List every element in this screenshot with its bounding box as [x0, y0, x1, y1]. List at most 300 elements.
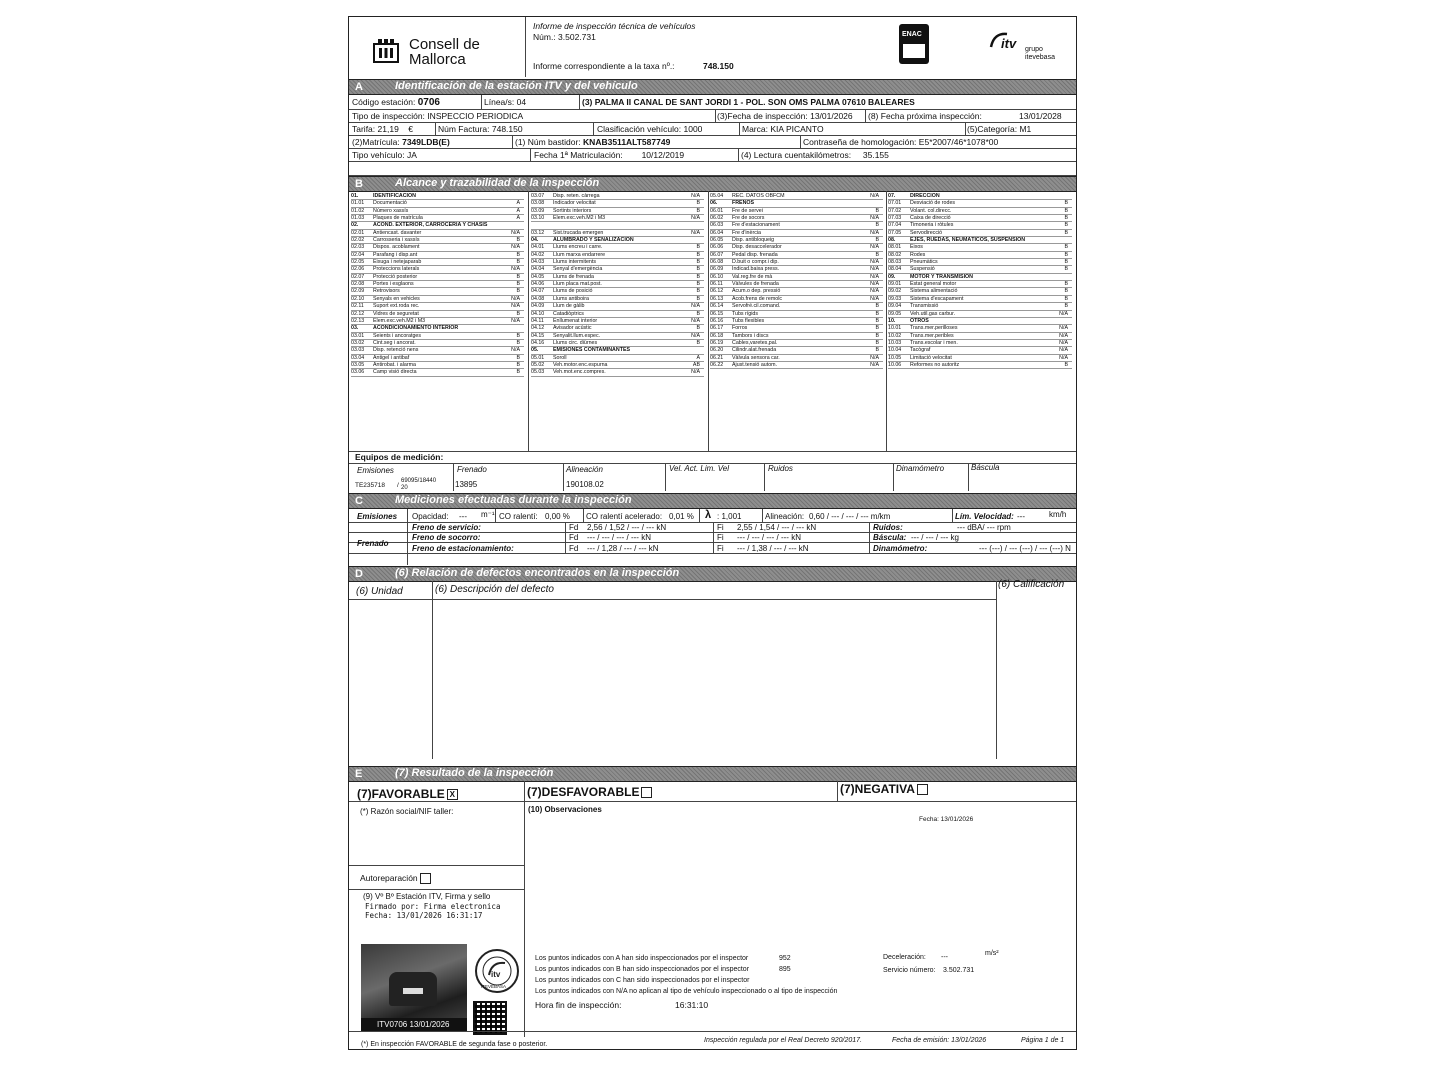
inspection-item-row	[351, 208, 524, 215]
item-label: Llum de gàlib	[553, 303, 585, 310]
fecha-inspeccion-label: (3)Fecha de inspección:	[717, 111, 808, 121]
inspection-item-row	[351, 296, 524, 303]
inspection-item-row	[710, 303, 883, 310]
item-code: 07.02	[888, 207, 902, 214]
equipos-ruidos-label: Ruidos	[768, 464, 793, 473]
item-code: 04.04	[531, 266, 545, 273]
item-result: N/A	[511, 347, 520, 354]
item-result: N/A	[870, 193, 879, 199]
item-code: 06.21	[710, 354, 724, 361]
inspection-item-row	[351, 318, 524, 325]
item-result: N/A	[870, 295, 879, 302]
item-result: B	[875, 325, 879, 332]
inspection-item-row	[888, 230, 1072, 237]
item-label: Transmissió	[910, 303, 939, 310]
inspection-item-row	[710, 281, 883, 288]
inspection-item-row	[710, 340, 883, 347]
inspection-item-row	[351, 200, 524, 207]
item-result: B	[875, 222, 879, 229]
item-result: N/A	[1059, 332, 1068, 339]
inspection-item-row	[351, 274, 524, 281]
clasificacion: 1000	[683, 124, 703, 134]
item-label: Estat general motor	[910, 281, 957, 288]
codigo-estacion: 0706	[417, 97, 440, 108]
inspection-item-row	[710, 266, 883, 273]
section-c-body	[349, 509, 1076, 565]
item-label: Reformes no autoritz	[910, 361, 960, 368]
item-label: MOTOR Y TRANSMISIÓN	[910, 273, 973, 280]
c-ruidos-label: Ruidos:	[873, 523, 903, 532]
item-result: B	[875, 237, 879, 244]
freno-socorro-label: Freno de socorro:	[412, 533, 481, 542]
item-label: Antirobat. i alarma	[373, 361, 416, 368]
inspection-item-row	[888, 333, 1072, 340]
inspection-section-row	[710, 200, 883, 207]
inspection-item-row	[710, 347, 883, 354]
section-d-body	[349, 581, 1076, 759]
fecha-proxima-label: (8) Fecha próxima inspección:	[868, 111, 982, 121]
homologacion-label: Contraseña de homologación:	[803, 137, 917, 147]
negativa-checkbox[interactable]	[917, 784, 928, 795]
item-result: N/A	[870, 259, 879, 266]
item-code: 06.20	[710, 347, 724, 354]
item-label: Ajust.tensió autom.	[732, 361, 778, 368]
co-ralenti-value: 0,00 %	[545, 512, 570, 521]
qr-code	[473, 1001, 507, 1035]
item-code: 09.04	[888, 303, 902, 310]
co-acel-value: 0,01 %	[669, 512, 694, 521]
inspection-item-row	[710, 325, 883, 332]
item-code: 02.09	[351, 288, 365, 295]
item-label: ALUMBRADO Y SEÑALIZACIÓN	[553, 237, 634, 244]
item-label: Plaques de matrícula	[373, 215, 423, 222]
inspection-item-row	[888, 259, 1072, 266]
inspection-item-row	[351, 252, 524, 259]
item-result: B	[696, 259, 700, 266]
inspection-items-col3	[710, 193, 883, 369]
item-result: B	[1064, 251, 1068, 258]
item-label: Fre de socors	[732, 215, 765, 222]
item-code: 04.15	[531, 332, 545, 339]
inspection-item-row	[710, 252, 883, 259]
inspection-item-row	[888, 266, 1072, 273]
item-label: Protecció posterior	[373, 273, 418, 280]
item-result: N/A	[691, 369, 700, 376]
fi-socorro: --- / --- / --- / --- kN	[737, 533, 801, 542]
item-code: 03.04	[351, 354, 365, 361]
item-code: 05.01	[531, 354, 545, 361]
inspection-item-row	[351, 369, 524, 376]
tax-value: 748.150	[703, 61, 734, 71]
item-result: B	[1064, 200, 1068, 207]
item-label: Tubs rígids	[732, 310, 759, 317]
item-label: Limitació velocitat	[910, 354, 952, 361]
item-result: N/A	[691, 303, 700, 310]
item-label: Desviació de rodes	[910, 200, 956, 207]
section-b-header: B Alcance y trazabilidad de la inspección	[349, 176, 1076, 192]
inspection-item-row	[351, 333, 524, 340]
itv-logo: itv grupo itevebasa	[989, 31, 1059, 67]
item-label: Trans.escolar i men.	[910, 339, 958, 346]
item-label: IDENTIFICACIÓN	[373, 193, 416, 199]
item-result: B	[696, 295, 700, 302]
item-result: B	[516, 332, 520, 339]
section-a-body	[349, 95, 1076, 185]
inspection-section-row	[351, 222, 524, 229]
section-a-header: A Identificación de la estación ITV y del vehículo	[349, 79, 1076, 95]
item-label: FRENOS	[732, 200, 755, 207]
puntos-a-value: 952	[779, 955, 791, 962]
item-code: 01.01	[351, 200, 365, 207]
item-label: Senyalit.llum.espec.	[553, 332, 601, 339]
item-result: B	[875, 332, 879, 339]
item-result: N/A	[870, 288, 879, 295]
inspection-item-row	[531, 208, 704, 215]
item-result: B	[696, 325, 700, 332]
item-result: B	[1064, 229, 1068, 236]
item-result: N/A	[691, 193, 700, 199]
item-code: 08.01	[888, 244, 902, 251]
inspection-item-row	[888, 303, 1072, 310]
section-b-grid	[349, 191, 1076, 452]
inspection-item-row	[888, 355, 1072, 362]
item-label: Timoneria i ròtules	[910, 222, 954, 229]
item-code: 03.01	[351, 332, 365, 339]
item-result: A	[516, 200, 520, 207]
inspection-item-row	[888, 252, 1072, 259]
item-code: 09.01	[888, 281, 902, 288]
tarifa-currency: €	[408, 124, 413, 134]
equipos-emisiones-v3: 69095/18440	[401, 478, 437, 484]
inspection-item-row	[531, 288, 704, 295]
inspection-item-row	[531, 244, 704, 251]
consell-logo	[371, 36, 401, 66]
fi-servicio: 2,55 / 1,54 / --- / --- kN	[737, 523, 817, 532]
item-result: A	[516, 215, 520, 222]
item-result: B	[516, 273, 520, 280]
item-code: 08.04	[888, 266, 902, 273]
item-label: Pedal disp. frenada	[732, 251, 778, 258]
item-label: Senyal d'emergència	[553, 266, 603, 273]
co-ralenti-label: CO ralentí:	[499, 512, 538, 521]
tax-label: Informe correspondiente a la taxa nº.:	[533, 61, 675, 71]
item-result: N/A	[691, 332, 700, 339]
item-label: Llums de posició	[553, 288, 593, 295]
marca: KIA PICANTO	[770, 124, 824, 134]
equipos-dinamometro-label: Dinamómetro	[896, 464, 945, 473]
inspection-item-row	[531, 318, 704, 325]
item-code: 02.02	[351, 237, 365, 244]
item-result: N/A	[691, 215, 700, 222]
item-code: 06.10	[710, 273, 724, 280]
inspection-item-row	[888, 222, 1072, 229]
item-label: Carrosseria i xassís	[373, 237, 420, 244]
item-label: Pneumàtics	[910, 259, 938, 266]
item-code: 02.12	[351, 310, 365, 317]
item-result: B	[516, 310, 520, 317]
inspection-item-row	[531, 222, 704, 229]
c-bascula-label: Báscula:	[873, 533, 907, 542]
tarifa: 21,19	[377, 124, 399, 134]
item-label: Veh.mot.enc.compres.	[553, 369, 606, 376]
item-code: 09.	[888, 273, 896, 280]
hora-fin-label: Hora fin de inspección:	[535, 1000, 622, 1010]
item-label: Trans.mer.peribles	[910, 332, 954, 339]
item-result: B	[696, 207, 700, 214]
puntos-b-label: Los puntos indicados con B han sido inspeccionados por el inspector	[535, 966, 750, 973]
item-label: Llums antiboira	[553, 295, 589, 302]
c-ruidos-value: --- dBA/ --- rpm	[957, 523, 1011, 532]
item-result: B	[696, 339, 700, 346]
item-result: N/A	[511, 266, 520, 273]
item-result: N/A	[1059, 354, 1068, 361]
item-label: Forros	[732, 325, 748, 332]
inspection-item-row	[531, 215, 704, 222]
lineas: 04	[516, 97, 527, 107]
item-code: 03.02	[351, 339, 365, 346]
item-code: 06.07	[710, 251, 724, 258]
item-label: Disp. reten. càrrega	[553, 193, 600, 199]
inspection-item-row	[888, 281, 1072, 288]
firmado-line1: Firmado por: Firma electronica	[365, 902, 501, 911]
item-label: Suport ext.roda rec.	[373, 303, 420, 310]
item-code: 08.03	[888, 259, 902, 266]
inspection-item-row	[351, 230, 524, 237]
item-label: Vidres de seguretat	[373, 310, 419, 317]
item-result: N/A	[691, 229, 700, 236]
num-factura: 748.150	[491, 124, 523, 134]
item-label: D.buit o compr.i dip.	[732, 259, 779, 266]
homologacion: E5*2007/46*1078*00	[918, 137, 999, 147]
autoreparacion-checkbox[interactable]	[420, 873, 431, 884]
num-factura-label: Núm Factura:	[438, 124, 490, 134]
item-code: 06.13	[710, 295, 724, 302]
item-code: 06.08	[710, 259, 724, 266]
item-code: 06.12	[710, 288, 724, 295]
equipos-alineacion-value: 190108.02	[566, 480, 604, 489]
item-result: B	[1064, 215, 1068, 222]
deceleracion-unit: m/s²	[985, 950, 999, 957]
item-label: Vàlvula sensora car.	[732, 354, 780, 361]
inspection-item-row	[351, 281, 524, 288]
co-acel-label: CO ralentí acelerado:	[586, 512, 663, 521]
inspection-item-row	[531, 281, 704, 288]
inspection-item-row	[351, 303, 524, 310]
item-code: 06.16	[710, 317, 724, 324]
freno-estac-label: Freno de estacionamiento:	[412, 544, 514, 553]
equipos-frenado-value: 13895	[455, 480, 478, 489]
marca-label: Marca:	[742, 124, 768, 134]
item-code: 04.05	[531, 273, 545, 280]
item-result: N/A	[870, 229, 879, 236]
item-code: 04.01	[531, 244, 545, 251]
item-label: Llums de frenada	[553, 273, 594, 280]
favorable-checkbox[interactable]: X	[447, 789, 458, 800]
item-result: N/A	[1059, 347, 1068, 354]
item-code: 01.02	[351, 207, 365, 214]
station-address: (3) PALMA II CANAL DE SANT JORDI 1 - POL. SON OMS PALMA 07610 BALEARES	[582, 97, 915, 107]
item-result: N/A	[870, 244, 879, 251]
inspection-report	[348, 16, 1077, 1050]
item-result: B	[1064, 288, 1068, 295]
item-code: 06.	[710, 200, 718, 207]
item-code: 06.09	[710, 266, 724, 273]
deceleracion-value: ---	[941, 954, 948, 961]
item-result: N/A	[1059, 339, 1068, 346]
lim-vel-value: ---	[1017, 512, 1025, 521]
freno-servicio-label: Freno de servicio:	[412, 523, 481, 532]
equipos-emisiones-label: Emisiones	[357, 466, 394, 475]
item-result: N/A	[1059, 310, 1068, 317]
item-label: REC. DATOS OBFCM	[732, 193, 785, 199]
item-result: B	[516, 251, 520, 258]
favorable-label: (7)FAVORABLE X	[357, 787, 458, 801]
section-d-header: D (6) Relación de defectos encontrados en la inspección	[349, 566, 1076, 582]
item-label: EMISIONES CONTAMINANTES	[553, 347, 631, 354]
item-label: Rodes	[910, 251, 926, 258]
inspection-section-row	[531, 237, 704, 244]
item-code: 04.16	[531, 339, 545, 346]
inspection-item-row	[888, 288, 1072, 295]
item-code: 03.09	[531, 207, 545, 214]
item-result: A	[696, 354, 700, 361]
item-code: 07.05	[888, 229, 902, 236]
item-code: 06.22	[710, 361, 724, 368]
item-label: Trans.mer.perilloses	[910, 325, 958, 332]
item-code: 07.01	[888, 200, 902, 207]
inspection-item-row	[531, 230, 704, 237]
item-code: 02.01	[351, 229, 365, 236]
item-result: N/A	[511, 303, 520, 310]
item-label: DIRECCIÓN	[910, 193, 940, 199]
item-result: B	[1064, 207, 1068, 214]
opacidad-unit: m⁻¹	[481, 510, 495, 519]
hora-fin-value: 16:31:10	[675, 1000, 709, 1010]
inspection-item-row	[531, 340, 704, 347]
tipo-vehiculo: JA	[406, 150, 417, 160]
item-code: 07.	[888, 193, 896, 199]
item-code: 06.15	[710, 310, 724, 317]
item-result: N/A	[870, 273, 879, 280]
item-code: 06.05	[710, 237, 724, 244]
item-result: B	[516, 369, 520, 376]
deceleracion-label: Deceleración:	[883, 954, 926, 961]
item-label: Disp. desaccelerador	[732, 244, 782, 251]
inspection-item-row	[531, 266, 704, 273]
item-result: B	[1064, 259, 1068, 266]
fd-servicio: 2,56 / 1,52 / --- / --- kN	[587, 523, 667, 532]
itevebasa-stamp	[475, 949, 519, 993]
inspection-item-row	[888, 362, 1072, 369]
item-code: 03.12	[531, 229, 545, 236]
item-result: B	[875, 207, 879, 214]
equipos-velact-label: Vel. Act. Lim. Vel	[669, 464, 730, 473]
fd-label: Fd	[569, 544, 579, 553]
item-label: Veh.util.gas carbur.	[910, 310, 956, 317]
inspection-item-row	[351, 340, 524, 347]
inspection-section-row	[888, 274, 1072, 281]
item-code: 04.11	[531, 317, 544, 324]
descripcion-label: (6) Descripción del defecto	[435, 584, 554, 595]
c-frenado-label: Frenado	[357, 539, 389, 548]
inspection-item-row	[888, 296, 1072, 303]
item-label: Elem.exc.veh.M2 i M3	[373, 317, 426, 324]
item-label: Senyals en vehicles	[373, 295, 420, 302]
inspection-items-col1	[351, 193, 524, 377]
item-code: 03.07	[531, 193, 545, 199]
item-code: 01.	[351, 193, 359, 199]
item-label: Sistema alimentació	[910, 288, 958, 295]
report-number: Núm.: 3.502.731	[533, 32, 596, 42]
item-code: 04.12	[531, 325, 545, 332]
inspection-item-row	[531, 296, 704, 303]
equipos-medicion	[349, 451, 1076, 491]
item-result: B	[696, 266, 700, 273]
vehicle-photo	[361, 944, 467, 1031]
item-code: 10.06	[888, 361, 902, 368]
item-label: Tacògraf	[910, 347, 931, 354]
item-code: 01.03	[351, 215, 365, 222]
item-code: 03.	[351, 325, 359, 332]
item-label: Camp visió directa	[373, 369, 417, 376]
inspection-item-row	[531, 325, 704, 332]
c-alineacion-label: Alineación:	[765, 512, 805, 521]
footer-fecha-emision: Fecha de emisión: 13/01/2026	[892, 1037, 987, 1044]
fd-estac: --- / 1,28 / --- / --- kN	[587, 544, 659, 553]
item-label: Indicad.baixa press.	[732, 266, 780, 273]
item-label: Enllumenat interior	[553, 317, 598, 324]
item-label: Soroll	[553, 354, 567, 361]
inspection-item-row	[710, 274, 883, 281]
opacidad-value: ---	[459, 512, 467, 521]
item-result: B	[516, 288, 520, 295]
item-code: 02.11	[351, 303, 364, 310]
item-result: N/A	[870, 354, 879, 361]
item-label: Servodirecció	[910, 229, 943, 236]
desfavorable-checkbox[interactable]	[641, 787, 652, 798]
item-code: 07.04	[888, 222, 902, 229]
item-code: 10.04	[888, 347, 902, 354]
item-label: Elem.exc.veh.M2 i M3	[553, 215, 606, 222]
item-label: Caixa de direcció	[910, 215, 951, 222]
item-label: Parafang i disp.ant	[373, 251, 418, 258]
lim-vel-unit: km/h	[1049, 510, 1067, 519]
item-result: B	[696, 310, 700, 317]
inspection-item-row	[888, 208, 1072, 215]
item-code: 09.02	[888, 288, 902, 295]
matricula: 7349LDB(E)	[402, 137, 450, 147]
inspection-section-row	[351, 193, 524, 200]
item-result: B	[696, 251, 700, 258]
item-code: 06.04	[710, 229, 724, 236]
item-code: 10.02	[888, 332, 902, 339]
item-label: Portes i esglaons	[373, 281, 414, 288]
inspection-item-row	[351, 347, 524, 354]
footer-note: (*) En inspección FAVORABLE de segunda fase o posterior.	[361, 1041, 548, 1048]
inspection-item-row	[888, 244, 1072, 251]
inspection-item-row	[531, 259, 704, 266]
header	[349, 17, 1076, 77]
c-alineacion-value: 0,60 / --- / --- / --- m/km	[809, 512, 891, 521]
item-label: Llum marxa endarrere	[553, 251, 606, 258]
item-code: 02.10	[351, 295, 365, 302]
firmado-line2: Fecha: 13/01/2026 16:31:17	[365, 911, 483, 920]
item-label: Cilindr.alat.frenada	[732, 347, 777, 354]
item-code: 02.	[351, 222, 359, 229]
inspection-item-row	[531, 311, 704, 318]
servicio-value: 3.502.731	[943, 967, 975, 974]
observaciones-label: (10) Observaciones	[528, 805, 602, 814]
